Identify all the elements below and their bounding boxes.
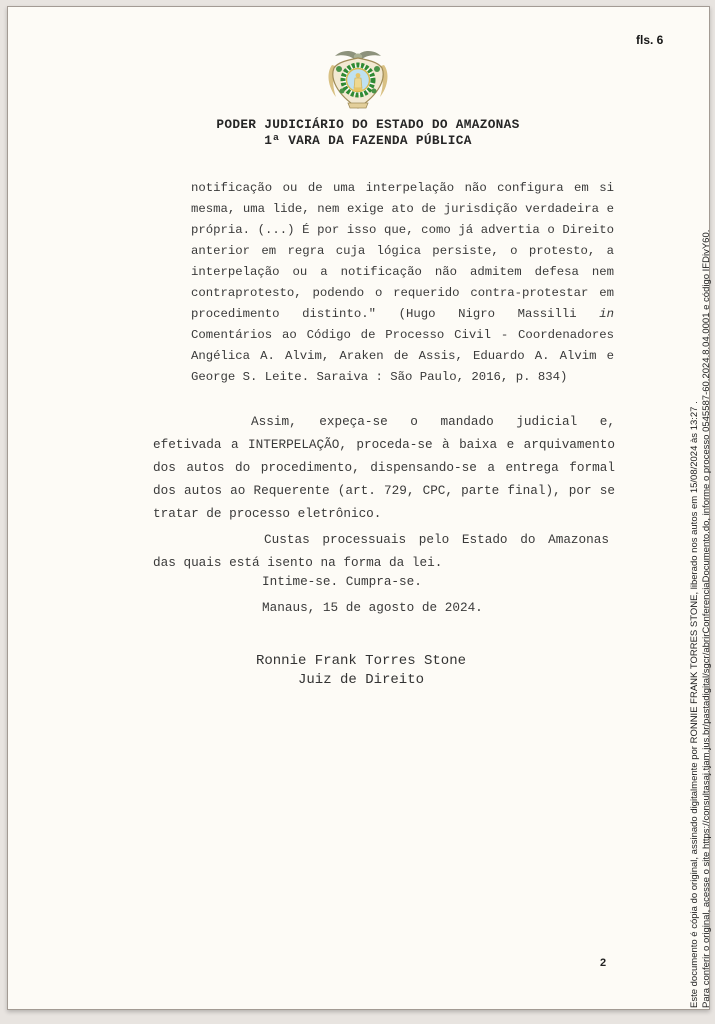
paragraph-judicial-order: Assim, expeça-se o mandado judicial e, efetivada a INTERPELAÇÃO, proceda-se à baixa e arquivamento dos autos do procedimento, dispensando-se a entrega formal dos autos ao Requerente (art. 729, CPC, parte final), por se tratar de processo eletrônico.	[153, 414, 615, 521]
document-page	[7, 6, 710, 1010]
signature-block	[111, 652, 611, 690]
signature-strip-line1: Este documento é cópia do original, assinado digitalmente por RONNIE FRANK TORRES STONE, liberado nos autos em 15/08/2024 às 13:27 .	[689, 401, 700, 1008]
judge-name: Ronnie Frank Torres Stone	[255, 653, 467, 669]
paragraph-court-costs: Custas processuais pelo Estado do Amazonas das quais está isento na forma da lei.	[153, 532, 609, 570]
folio-label: fls. 6	[636, 33, 664, 47]
date-line: Manaus, 15 de agosto de 2024.	[262, 600, 483, 615]
signature-strip-line2: Para conferir o original, acesse o site https://consultasaj.tjam.jus.br/pastadigital/sgcr/abrirConferenciaDocumento.do, informe o processo 0545587-60.2024.8.04.0001 e código IFDivY60.	[700, 229, 712, 1008]
digital-signature-strip	[689, 18, 712, 1008]
court-name: PODER JUDICIÁRIO DO ESTADO DO AMAZONAS	[216, 117, 520, 132]
amazonas-judiciary-coat-of-arms-icon	[322, 48, 394, 112]
judge-title: Juiz de Direito	[297, 672, 425, 688]
quote-text: notificação ou de uma interpelação não configura em si mesma, uma lide, nem exige ato de jurisdição verdadeira e própria. (...) É por isso que, como já advertia o Direito anterior em regra cuja lógica persiste, o protesto, a interpelação ou a notificação não admitem defesa nem contraprotesto, podendo o requerido contra-protestar em procedimento distinto." (Hugo Nigro Massilli	[191, 181, 614, 321]
quote-in-italic: in	[599, 307, 614, 321]
doctrine-quote	[191, 178, 614, 388]
quote-citation: Comentários ao Código de Processo Civil - Coordenadores Angélica A. Alvim, Araken de Assis, Eduardo A. Alvim e George S. Leite. Saraiva : São Paulo, 2016, p. 834)	[191, 328, 614, 384]
page-number: 2	[600, 957, 607, 969]
order-line: Intime-se. Cumpra-se.	[262, 574, 422, 589]
court-header	[26, 117, 710, 148]
court-division: 1ª VARA DA FAZENDA PÚBLICA	[264, 132, 472, 148]
